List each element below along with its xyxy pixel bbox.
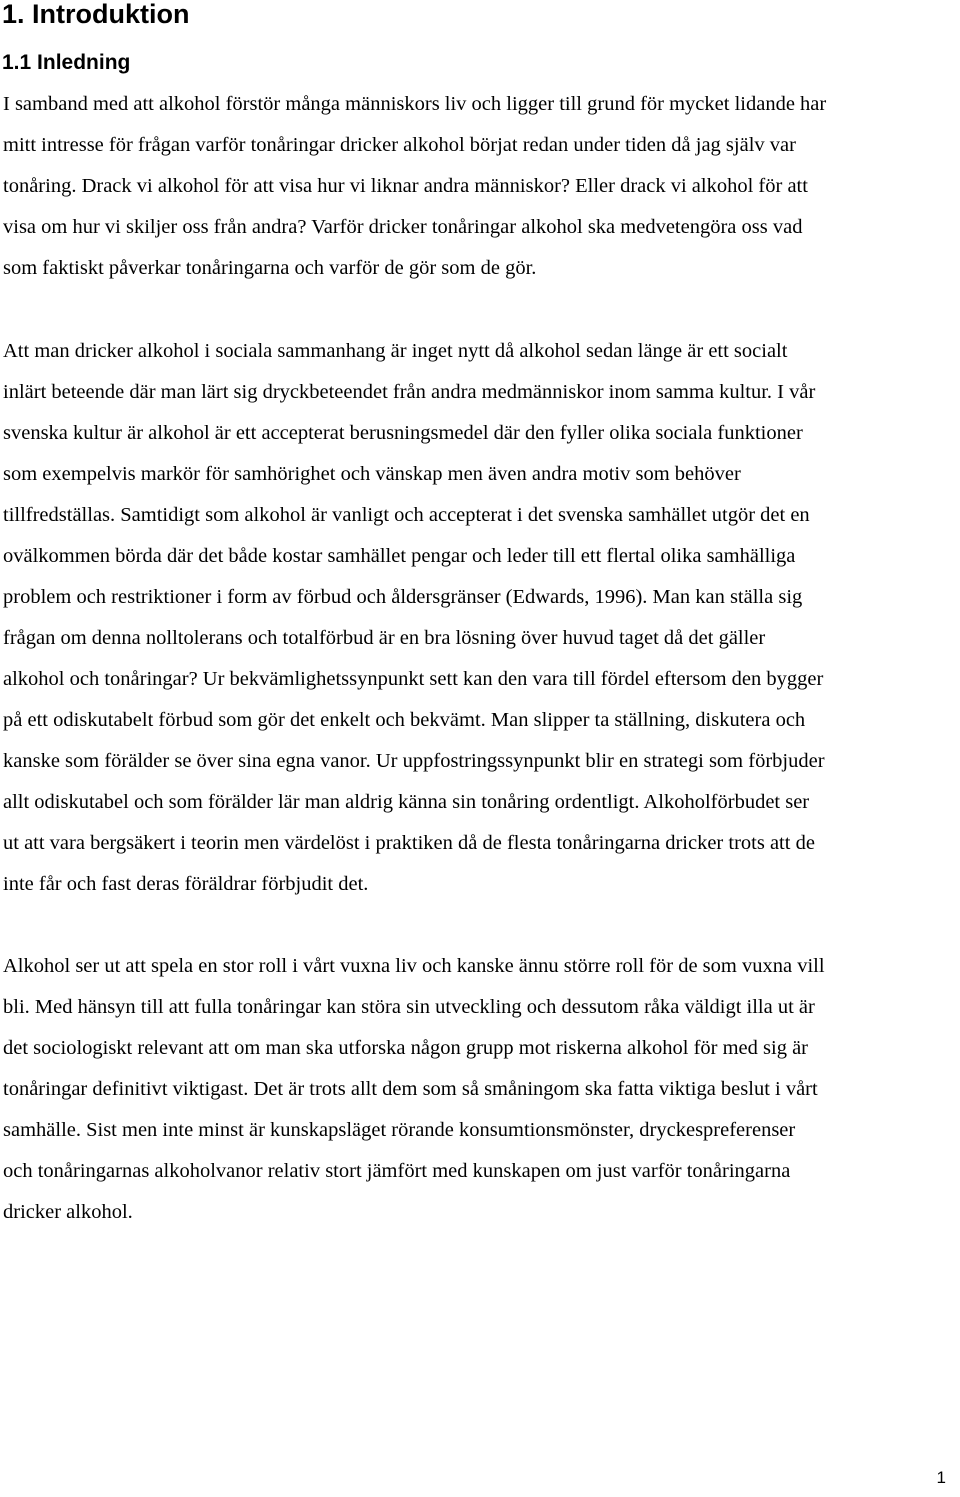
paragraph-line: problem och restriktioner i form av förbud och åldersgränser (Edwards, 1996). Man kan ställa sig [3,586,803,608]
paragraph-line: det sociologiskt relevant att om man ska utforska någon grupp mot riskerna alkohol för med sig är [3,1037,809,1059]
paragraph-2 [3,331,958,905]
paragraph-line: och tonåringarnas alkoholvanor relativ stort jämfört med kunskapen om just varför tonåringarna [3,1160,791,1182]
paragraph-line: som faktiskt påverkar tonåringarna och varför de gör som de gör. [3,257,537,279]
paragraph-line: frågan om denna nolltolerans och totalförbud är en bra lösning över huvud taget då det gäller [3,627,766,649]
paragraph-line: ut att vara bergsäkert i teorin men värdelöst i praktiken då de flesta tonåringarna dricker trots att de [3,832,815,854]
paragraph-line: som exempelvis markör för samhörighet och vänskap men även andra motiv som behöver [3,463,741,485]
paragraph-line: Alkohol ser ut att spela en stor roll i vårt vuxna liv och kanske ännu större roll för de som vuxna vill [3,955,825,977]
paragraph-3 [3,946,958,1233]
section-heading: 1.1 Inledning [2,51,131,74]
paragraph-line: tillfredställas. Samtidigt som alkohol är vanligt och accepterat i det svenska samhället utgör det en [3,504,810,526]
paragraph-line: ovälkommen börda där det både kostar samhället pengar och leder till ett flertal olika samhälliga [3,545,796,567]
paragraph-line: tonåringar definitivt viktigast. Det är trots allt dem som så småningom ska fatta viktiga beslut i vårt [3,1078,818,1100]
paragraph-line: inte får och fast deras föräldrar förbjudit det. [3,873,369,895]
paragraph-line: dricker alkohol. [3,1201,133,1223]
paragraph-line: tonåring. Drack vi alkohol för att visa hur vi liknar andra människor? Eller drack vi alkohol för att [3,175,808,197]
chapter-heading: 1. Introduktion [2,0,190,29]
paragraph-1 [3,84,958,289]
page-number: 1 [936,1468,946,1487]
paragraph-line: samhälle. Sist men inte minst är kunskapsläget rörande konsumtionsmönster, dryckespreferenser [3,1119,796,1141]
paragraph-line: allt odiskutabel och som förälder lär man aldrig känna sin tonåring ordentligt. Alkoholförbudet ser [3,791,810,813]
paragraph-line: visa om hur vi skiljer oss från andra? Varför dricker tonåringar alkohol ska medvetengöra oss vad [3,216,803,238]
paragraph-line: svenska kultur är alkohol är ett accepterat berusningsmedel där den fyller olika sociala funktioner [3,422,803,444]
paragraph-line: Att man dricker alkohol i sociala sammanhang är inget nytt då alkohol sedan länge är ett socialt [3,340,788,362]
paragraph-line: alkohol och tonåringar? Ur bekvämlighetssynpunkt sett kan den vara till fördel eftersom den bygger [3,668,824,690]
paragraph-line: på ett odiskutabelt förbud som gör det enkelt och bekvämt. Man slipper ta ställning, diskutera och [3,709,806,731]
paragraph-line: I samband med att alkohol förstör många människors liv och ligger till grund för mycket lidande har [3,93,827,115]
paragraph-line: inlärt beteende där man lärt sig dryckbeteendet från andra medmänniskor inom samma kultur. I vår [3,381,816,403]
paragraph-line: kanske som förälder se över sina egna vanor. Ur uppfostringssynpunkt blir en strategi som förbjuder [3,750,825,772]
paragraph-line: mitt intresse för frågan varför tonåringar dricker alkohol börjat redan under tiden då jag själv var [3,134,796,156]
paragraph-line: bli. Med hänsyn till att fulla tonåringar kan störa sin utveckling och dessutom råka väldigt illa ut är [3,996,815,1018]
